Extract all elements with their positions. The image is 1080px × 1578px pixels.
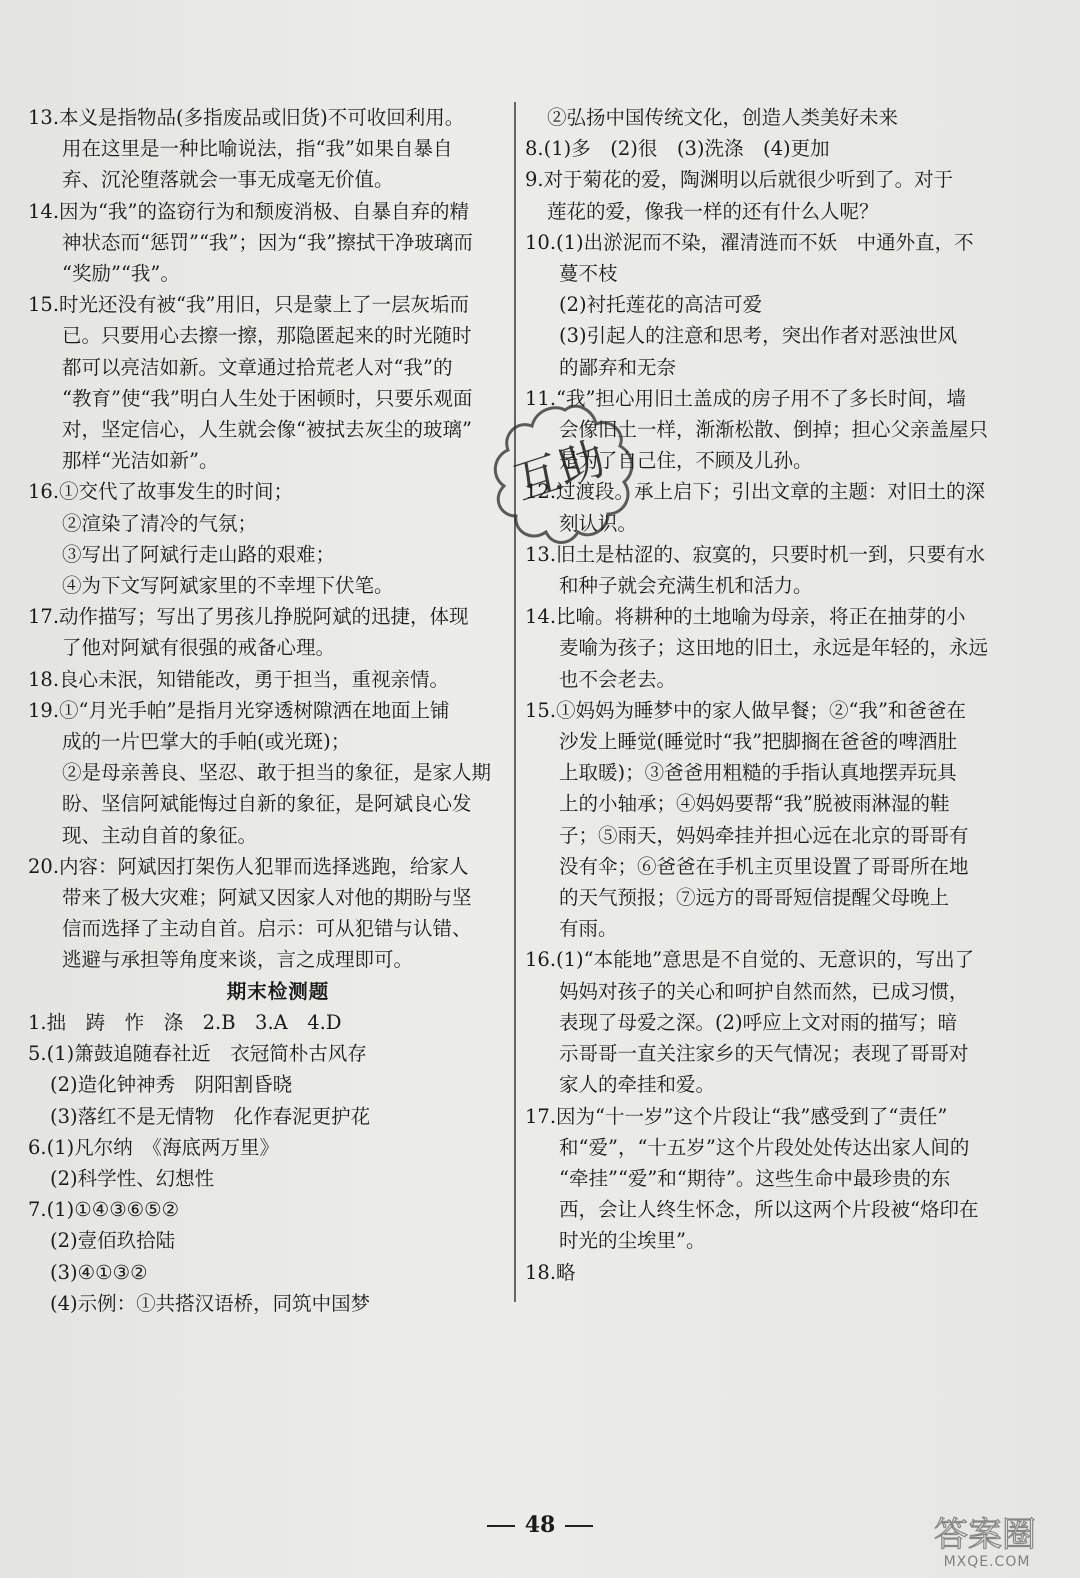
left-column-line: 19.①“月光手帕”是指月光穿透树隙洒在地面上铺: [28, 698, 450, 722]
left-column-line: 都可以亮洁如新。文章通过拾荒老人对“我”的: [62, 355, 453, 379]
right-column-line: 8.(1)多 (2)很 (3)洗涤 (4)更加: [525, 137, 830, 161]
right-column-line: “牵挂”“爱”和“期待”。这些生命中最珍贵的东: [559, 1166, 951, 1190]
right-column-line: 11.“我”担心用旧土盖成的房子用不了多长时间，墙: [525, 386, 966, 410]
right-column-line: 子；⑤雨天，妈妈牵挂并担心远在北京的哥哥有: [559, 823, 969, 847]
right-column-line: 上的小轴承；④妈妈要帮“我”脱被雨淋湿的鞋: [559, 792, 950, 816]
column-divider: [514, 102, 516, 1302]
left-column-line: 7.(1)①④③⑥⑤②: [28, 1198, 180, 1222]
svg-text:答案圈: 答案圈: [934, 1515, 1036, 1555]
right-column-line: 西，会让人终生怀念，所以这两个片段被“烙印在: [559, 1198, 979, 1222]
right-column-line: 家人的牵挂和爱。: [559, 1073, 716, 1097]
right-column-line: 妈妈对孩子的关心和呵护自然而然，已成习惯，: [559, 979, 969, 1003]
left-column-line: 弃、沉沦堕落就会一事无成毫无价值。: [62, 168, 394, 192]
left-column-line: 成的一片巴掌大的手帕(或光斑)；: [62, 730, 351, 754]
left-column-line: 16.①交代了故事发生的时间；: [28, 480, 294, 504]
right-column-line: 的鄙弃和无奈: [559, 355, 677, 379]
right-column: [525, 102, 1005, 1288]
left-column-line: (4)示例：①共搭汉语桥，同筑中国梦: [50, 1291, 371, 1315]
left-column-line: 带来了极大灾难；阿斌又因家人对他的期盼与坚: [62, 886, 472, 910]
left-column-line: 15.时光还没有被“我”用旧，只是蒙上了一层灰垢而: [28, 293, 469, 317]
right-column-line: ②弘扬中国传统文化，创造人类美好未来: [547, 106, 899, 129]
left-column-line: ②渲染了清冷的气氛；: [62, 511, 258, 535]
left-column-line: 神状态而“惩罚”“我”；因为“我”擦拭干净玻璃而: [62, 230, 473, 254]
left-column-line: ④为下文写阿斌家里的不幸埋下伏笔。: [62, 574, 394, 598]
right-column-line: 上取暖)；③爸爸用粗糙的手指认真地摆弄玩具: [559, 761, 957, 785]
left-column-line: 14.因为“我”的盗窃行为和颓废消极、自暴自弃的精: [28, 199, 469, 223]
left-column-line: (3)落红不是无情物 化作春泥更护花: [50, 1104, 371, 1128]
right-column-line: 没有伞；⑥爸爸在手机主页里设置了哥哥所在地: [559, 854, 969, 878]
left-column-line: (2)壹佰玖拾陆: [50, 1229, 176, 1253]
right-column-line: 莲花的爱，像我一样的还有什么人呢？: [547, 199, 879, 223]
right-column-line: 和种子就会充满生机和活力。: [559, 574, 813, 598]
right-column-line: 会像旧土一样，渐渐松散、倒掉；担心父亲盖屋只: [559, 418, 989, 442]
right-column-line: 18.略: [525, 1260, 576, 1284]
right-column-line: 9.对于菊花的爱，陶渊明以后就很少听到了。对于: [525, 168, 954, 192]
svg-text:MXQE.COM: MXQE.COM: [943, 1554, 1031, 1570]
left-column-line: ③写出了阿斌行走山路的艰难；: [62, 542, 336, 566]
right-column-line: 17.因为“十一岁”这个片段让“我”感受到了“责任”: [525, 1104, 948, 1128]
left-column: [28, 102, 508, 1319]
left-column-line: 盼、坚信阿斌能悔过自新的象征，是阿斌良心发: [62, 792, 472, 816]
left-column-line: 逃避与承担等角度来谈，言之成理即可。: [62, 948, 414, 972]
right-column-line: 示哥哥一直关注家乡的天气情况；表现了哥哥对: [559, 1042, 969, 1066]
left-column-line: 已。只要用心去擦一擦，那隐匿起来的时光随时: [62, 324, 472, 348]
right-column-line: 12.过渡段。承上启下；引出文章的主题：对旧土的深: [525, 480, 986, 504]
left-column-line: “奖励”“我”。: [62, 262, 180, 286]
left-column-line: ②是母亲善良、坚忍、敢于担当的象征，是家人期: [62, 761, 492, 785]
right-column-line: 蔓不枝: [559, 262, 618, 286]
page-number: 48: [0, 1512, 1080, 1538]
right-column-line: 是为了自己住，不顾及儿孙。: [559, 449, 813, 473]
left-column-line: 了他对阿斌有很强的戒备心理。: [62, 636, 336, 660]
left-column-line: 1.拙 踌 怍 涤 2.B 3.A 4.D: [28, 1010, 342, 1034]
right-column-line: 10.(1)出淤泥而不染，濯清涟而不妖 中通外直，不: [525, 230, 974, 254]
right-column-line: 的天气预报；⑦远方的哥哥短信提醒父母晚上: [559, 886, 950, 910]
left-column-line: (3)④①③②: [50, 1260, 148, 1284]
left-column-line: (2)造化钟神秀 阴阳割昏晓: [50, 1073, 293, 1097]
right-column-line: 有雨。: [559, 917, 618, 941]
left-column-line: 17.动作描写；写出了男孩儿挣脱阿斌的迅捷，体现: [28, 605, 469, 629]
left-column-line: (2)科学性、幻想性: [50, 1166, 215, 1190]
right-column-line: 15.①妈妈为睡梦中的家人做早餐；②“我”和爸爸在: [525, 698, 966, 722]
right-column-line: 沙发上睡觉(睡觉时“我”把脚搁在爸爸的啤酒肚: [559, 730, 958, 754]
left-column-line: 信而选择了主动自首。启示：可从犯错与认错、: [62, 917, 472, 941]
right-column-line: 刻认识。: [559, 511, 638, 535]
right-column-line: 表现了母爱之深。(2)呼应上文对雨的描写；暗: [559, 1010, 958, 1034]
right-column-line: 麦喻为孩子；这田地的旧土，永远是年轻的，永远: [559, 636, 989, 660]
left-column-line: 对，坚定信心，人生就会像“被拭去灰尘的玻璃”: [62, 418, 472, 442]
right-column-line: (2)衬托莲花的高洁可爱: [559, 293, 763, 317]
right-column-line: 时光的尘埃里”。: [559, 1229, 706, 1253]
right-column-line: (3)引起人的注意和思考，突出作者对恶浊世风: [559, 324, 958, 348]
left-column-line: 18.良心未泯，知错能改，勇于担当，重视亲情。: [28, 667, 450, 691]
right-column-line: 也不会老去。: [559, 667, 677, 691]
left-column-line: 现、主动自首的象征。: [62, 823, 258, 847]
left-column-line: “教育”使“我”明白人生处于困顿时，只要乐观面: [62, 386, 473, 410]
right-column-line: 16.(1)“本能地”意思是不自觉的、无意识的，写出了: [525, 948, 975, 972]
left-column-line: 13.本义是指物品(多指废品或旧货)不可收回利用。: [28, 106, 465, 129]
left-column-line: 6.(1)凡尔纳 《海底两万里》: [28, 1135, 279, 1159]
left-column-line: 那样“光洁如新”。: [62, 449, 219, 473]
right-column-line: 和“爱”，“十五岁”这个片段处处传达出家人间的: [559, 1135, 970, 1159]
section-title: 期末检测题: [226, 979, 330, 1003]
left-column-line: 5.(1)箫鼓追随春社近 衣冠简朴古风存: [28, 1042, 367, 1066]
right-column-line: 14.比喻。将耕种的土地喻为母亲，将正在抽芽的小: [525, 605, 966, 629]
right-column-line: 13.旧土是枯涩的、寂寞的，只要时机一到，只要有水: [525, 542, 986, 566]
left-column-line: 20.内容：阿斌因打架伤人犯罪而选择逃跑，给家人: [28, 854, 469, 878]
left-column-line: 用在这里是一种比喻说法，指“我”如果自暴自: [62, 137, 453, 161]
svg-text:互助: 互助: [507, 430, 612, 511]
